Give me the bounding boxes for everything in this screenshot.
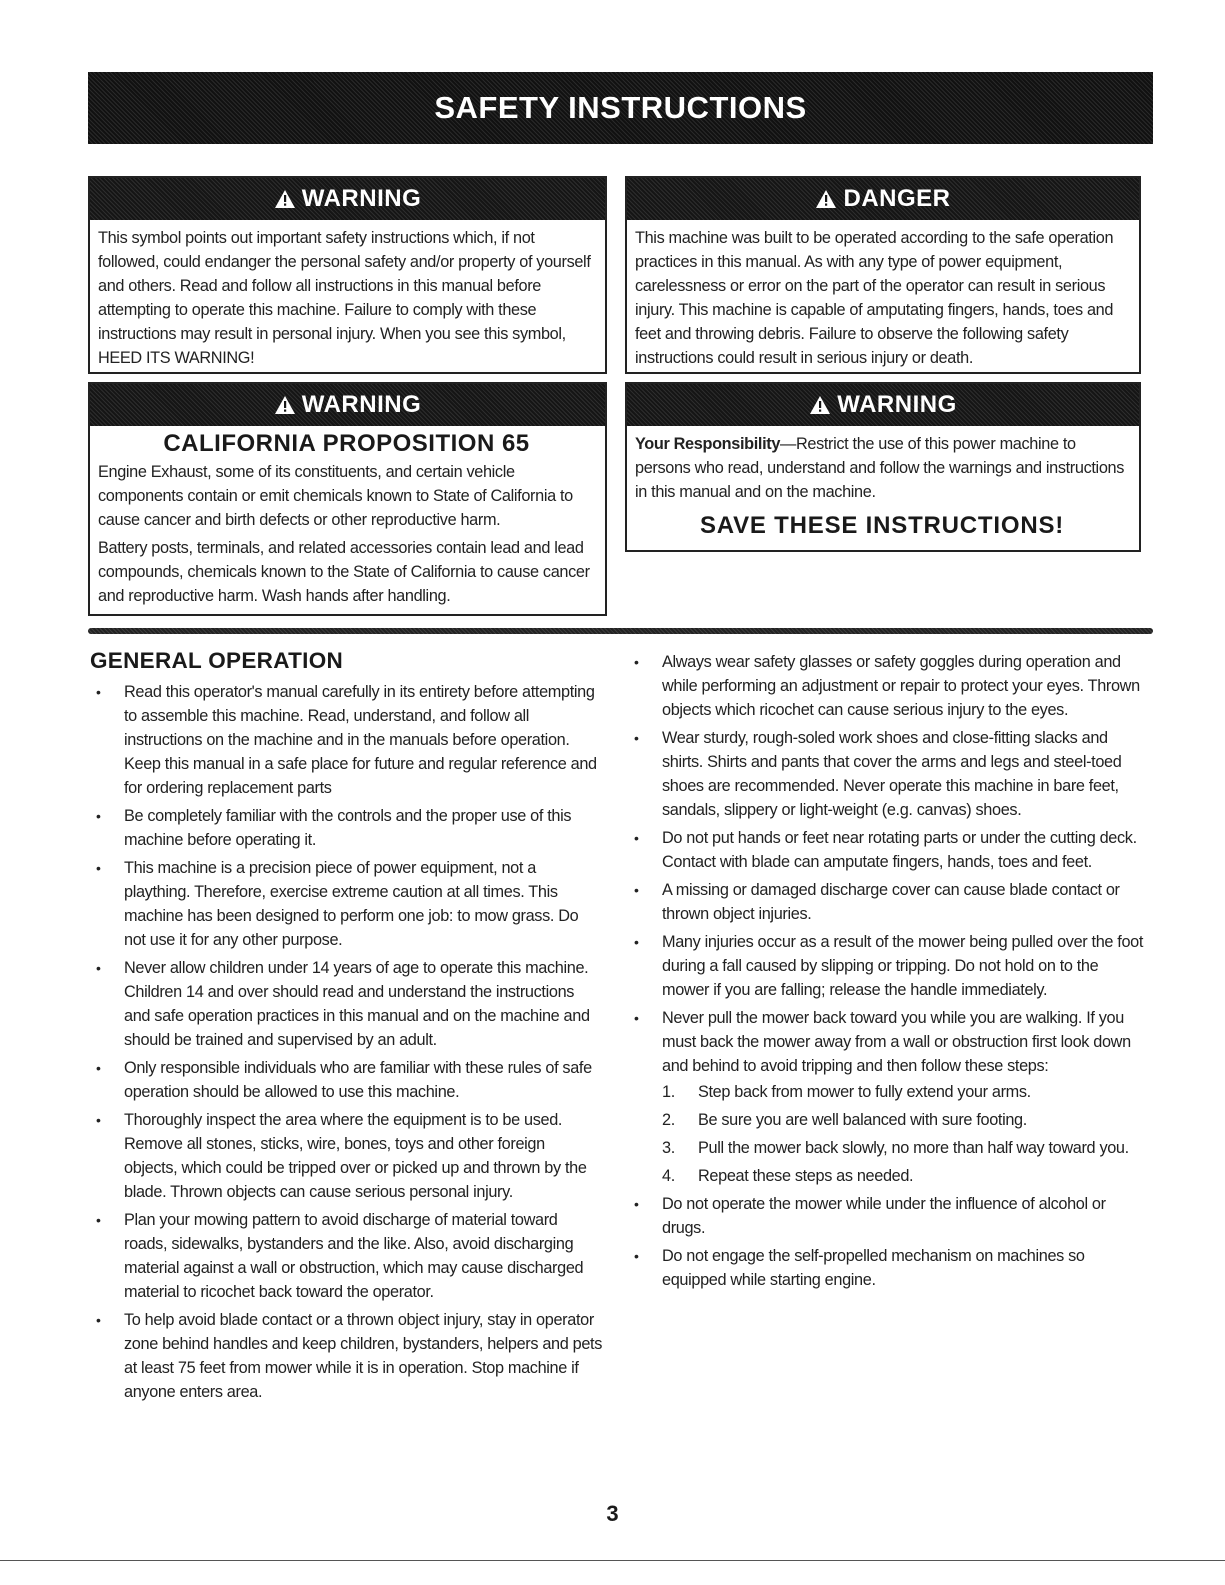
steps-list	[662, 1080, 1148, 1188]
prop65-box-header	[90, 384, 605, 426]
bullet-item	[628, 650, 1148, 722]
warning-label: WARNING	[301, 185, 422, 212]
bullet-text: Only responsible individuals who are familiar with these rules of safe operation should be allowed to use this machine.	[124, 1059, 592, 1101]
bullet-text: Wear sturdy, rough-soled work shoes and close-fitting slacks and shirts. Shirts and pants that cover the arms and legs and steel-toed shoes are recommended. Never operate this machine in bare feet, sandals, slippery or light-weight (e.g. canvas) shoes.	[662, 729, 1122, 819]
step-item	[662, 1108, 1148, 1132]
bullet-item	[628, 1192, 1148, 1240]
step-item	[662, 1164, 1148, 1188]
responsibility-box	[625, 382, 1141, 552]
warning-triangle-icon	[809, 395, 831, 415]
warning-triangle-icon	[815, 189, 837, 209]
prop65-title: CALIFORNIA PROPOSITION 65	[163, 430, 530, 457]
header-banner	[88, 72, 1153, 144]
prop65-warning-label: WARNING	[301, 391, 422, 418]
right-column	[628, 650, 1148, 1296]
bullet-item	[90, 680, 602, 800]
danger-box	[625, 176, 1141, 374]
bullet-glyph: •	[634, 830, 639, 846]
responsibility-text: —Restrict the use of this power machine to persons who read, understand and follow the warnings and instructions in this manual and on the machine.	[635, 435, 1125, 501]
step-text: Be sure you are well balanced with sure footing.	[698, 1111, 1027, 1129]
bullet-glyph: •	[634, 934, 639, 950]
page-title: SAFETY INSTRUCTIONS	[434, 90, 807, 125]
step-text: Step back from mower to fully extend your arms.	[698, 1083, 1031, 1101]
bullet-item	[628, 826, 1148, 874]
bullet-item	[628, 726, 1148, 822]
page-number: 3	[606, 1501, 619, 1526]
bottom-border-line	[0, 1560, 1225, 1561]
bullet-item	[90, 956, 602, 1052]
bullet-text: Do not operate the mower while under the influence of alcohol or drugs.	[662, 1195, 1106, 1237]
responsibility-label: Your Responsibility	[635, 435, 781, 453]
bullet-item	[628, 1006, 1148, 1188]
bullet-glyph: •	[96, 1312, 101, 1328]
responsibility-box-header	[627, 384, 1139, 426]
section-divider	[88, 628, 1153, 634]
bullet-text: This machine is a precision piece of power equipment, not a plaything. Therefore, exercise extreme caution at all times. This machine has been designed to perform one job: to mow grass. Do not use it for any other purpose.	[124, 859, 579, 949]
bullet-text: Do not engage the self-propelled mechanism on machines so equipped while starting engine.	[662, 1247, 1085, 1289]
bullet-text: Read this operator's manual carefully in its entirety before attempting to assemble this machine. Read, understand, and follow all instructions on the machine and in the manuals before operation. Keep this manual in a safe place for future and regular reference and for ordering replacement parts	[124, 683, 597, 797]
step-number: 2.	[662, 1111, 675, 1129]
bullet-glyph: •	[634, 882, 639, 898]
warning-triangle-icon	[274, 189, 296, 209]
step-number: 4.	[662, 1167, 675, 1185]
general-operation-heading: GENERAL OPERATION	[90, 648, 344, 673]
danger-box-header	[627, 178, 1139, 220]
right-bullet-list	[628, 650, 1148, 1292]
bullet-item	[628, 930, 1148, 1002]
bullet-glyph: •	[96, 860, 101, 876]
bullet-item	[90, 1108, 602, 1204]
step-text: Repeat these steps as needed.	[698, 1167, 914, 1185]
step-text: Pull the mower back slowly, no more than half way toward you.	[698, 1139, 1129, 1157]
bullet-text: To help avoid blade contact or a thrown object injury, stay in operator zone behind handles and keep children, bystanders, helpers and pets at least 75 feet from mower while it is in operation. Stop machine if anyone enters area.	[124, 1311, 603, 1401]
bullet-text: Never pull the mower back toward you while you are walking. If you must back the mower away from a wall or obstruction first look down and behind to avoid tripping and then follow these steps:	[662, 1009, 1131, 1075]
bullet-glyph: •	[96, 1112, 101, 1128]
bullet-item	[90, 1308, 602, 1404]
prop65-paragraph-1: Engine Exhaust, some of its constituents, and certain vehicle components contain or emit chemicals known to State of California to cause cancer and birth defects or other reproductive harm.	[98, 463, 573, 529]
bullet-glyph: •	[96, 808, 101, 824]
bullet-text: Thoroughly inspect the area where the equipment is to be used. Remove all stones, sticks, wire, bones, toys and other foreign objects, which could be tripped over or picked up and thrown by the blade. Thrown objects can cause serious personal injury.	[124, 1111, 587, 1201]
warning-symbol-box	[88, 176, 607, 374]
bullet-glyph: •	[634, 1196, 639, 1212]
prop65-box	[88, 382, 607, 616]
warning-triangle-icon	[274, 395, 296, 415]
bullet-item	[628, 878, 1148, 926]
bullet-item	[90, 856, 602, 952]
left-bullet-list	[90, 680, 602, 1404]
save-instructions-title: SAVE THESE INSTRUCTIONS!	[699, 512, 1065, 539]
bullet-item	[90, 804, 602, 852]
bullet-text: A missing or damaged discharge cover can cause blade contact or thrown object injuries.	[662, 881, 1120, 923]
bullet-text: Always wear safety glasses or safety goggles during operation and while performing an adjustment or repair to protect your eyes. Thrown objects which ricochet can cause serious injury to the eyes.	[662, 653, 1140, 719]
bullet-glyph: •	[96, 1060, 101, 1076]
left-column	[90, 680, 602, 1408]
bullet-item	[90, 1208, 602, 1304]
prop65-paragraph-2: Battery posts, terminals, and related accessories contain lead and lead compounds, chemicals known to the State of California to cause cancer and reproductive harm. Wash hands after handling.	[98, 539, 590, 605]
responsibility-text-block	[635, 432, 1129, 504]
step-number: 1.	[662, 1083, 675, 1101]
step-item	[662, 1080, 1148, 1104]
responsibility-warning-label: WARNING	[837, 391, 957, 418]
bullet-text: Never allow children under 14 years of age to operate this machine. Children 14 and over should read and understand the instructions and safe operation practices in this manual and on the machine and should be trained and supervised by an adult.	[124, 959, 590, 1049]
bullet-glyph: •	[634, 730, 639, 746]
bullet-glyph: •	[96, 1212, 101, 1228]
bullet-glyph: •	[634, 1010, 639, 1026]
step-number: 3.	[662, 1139, 675, 1157]
danger-label: DANGER	[843, 185, 951, 212]
bullet-item	[90, 1056, 602, 1104]
warning-symbol-box-header	[90, 178, 605, 220]
bullet-text: Do not put hands or feet near rotating parts or under the cutting deck. Contact with blade can amputate fingers, hands, toes and feet.	[662, 829, 1137, 871]
bullet-glyph: •	[96, 684, 101, 700]
bullet-glyph: •	[96, 960, 101, 976]
bullet-text: Many injuries occur as a result of the mower being pulled over the foot during a fall caused by slipping or tripping. Do not hold on to the mower if you are falling; release the handle immediately.	[662, 933, 1144, 999]
bullet-text: Be completely familiar with the controls and the proper use of this machine before operating it.	[124, 807, 572, 849]
warning-symbol-text: This symbol points out important safety instructions which, if not followed, could endanger the personal safety and/or property of yourself and others. Read and follow all instructions in this manual before attempting to operate this machine. Failure to comply with these instructions may result in personal injury. When you see this symbol, HEED ITS WARNING!	[98, 229, 591, 367]
bullet-text: Plan your mowing pattern to avoid discharge of material toward roads, sidewalks, bystanders and the like. Also, avoid discharging material against a wall or obstruction, which may cause discharged material to ricochet back toward the operator.	[124, 1211, 584, 1301]
bullet-item	[628, 1244, 1148, 1292]
bullet-glyph: •	[634, 1248, 639, 1264]
step-item	[662, 1136, 1148, 1160]
bullet-glyph: •	[634, 654, 639, 670]
danger-text: This machine was built to be operated according to the safe operation practices in this manual. As with any type of power equipment, carelessness or error on the part of the operator can result in serious injury. This machine is capable of amputating fingers, hands, toes and feet and throwing debris. Failure to observe the following safety instructions could result in serious injury or death.	[635, 229, 1114, 367]
